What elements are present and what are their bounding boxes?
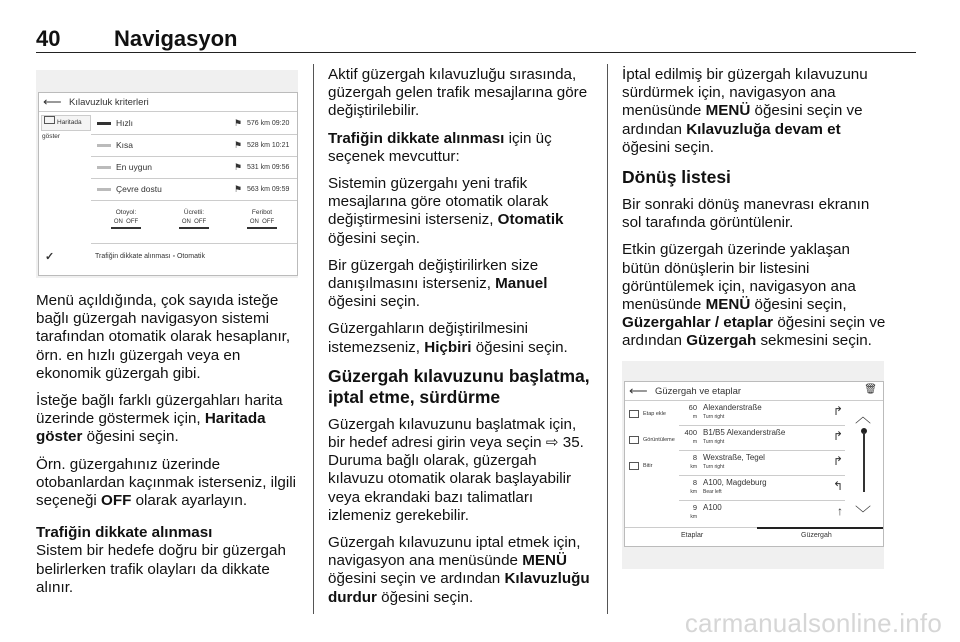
turn-list [679,401,845,525]
bold-term: MENÜ [522,552,567,570]
turn-row [679,426,845,451]
column-2 [328,66,593,616]
route-line-icon [97,188,111,191]
screen-title: Kılavuzluk kriterleri [69,97,149,108]
side-label: Etap ekle [643,411,666,417]
bold-term: OFF [101,492,132,510]
turn-distance: 8 [692,478,697,487]
text: . Duruma bağlı olarak, güzergah kılavuzu otomatik olarak başlayabilir veya ekrandaki bazı talimatları izlemeniz gerekebilir. [328,434,584,524]
paragraph [328,320,593,356]
turn-distance: 9 [692,503,697,512]
route-info: 563 km 09:59 [247,186,290,193]
section-heading: Güzergah kılavuzunu başlatma, iptal etme, sürdürme [328,365,590,407]
route-row [91,113,297,135]
text: Örn. güzergahınız üzerinde otobanlardan kaçınmak isterseniz, ilgili seçeneği [36,455,297,510]
bold-term: Haritada göster [36,410,266,446]
view-button [625,427,677,453]
map-icon [44,116,55,124]
paragraph: Menü açıldığında, çok sayıda isteğe bağlı güzergah navigasyon sistemi tarafından otomatik olarak hesaplanır, örn. en hızlı güzergah veya en ekonomik güzergah gibi. [36,292,291,382]
text: İptal edilmiş bir güzergah kılavuzunu sürdürmek için, navigasyon ana menüsünde [622,66,868,120]
option-name: Otoyol: [115,209,137,216]
watermark: carmanualsonline.info [684,608,942,638]
chapter-title: Navigasyon [114,26,238,51]
option-switch [229,219,295,225]
on-label: ON [113,219,123,225]
paragraph [622,66,887,157]
turn-distance: 8 [692,453,697,462]
tab-waypoints: Etaplar [681,532,704,539]
option-highway [93,201,159,229]
turn-unit: km [690,489,697,495]
tab-route: Güzergah [801,532,832,539]
turn-street: A100, Magdeburg [703,478,767,487]
paragraph [36,392,298,447]
waypoint-icon [629,410,639,418]
route-info: 531 km 09:56 [247,164,290,171]
turn-right-icon: ↱ [832,404,843,418]
turn-row [679,476,845,501]
screen-topbar [625,382,883,401]
page-header [36,26,916,53]
route-line-icon [97,122,111,125]
turn-right-icon: ↱ [832,454,843,468]
route-info: 576 km 09:20 [247,120,290,127]
text: için üç seçenek mevcuttur: [328,129,552,165]
paragraph: Sistem bir hedefe doğru bir güzergah belirlerken trafik olayları da dikkate alınır. [36,542,286,596]
route-row [91,135,297,157]
finish-icon [629,462,639,470]
text: öğesini seçin. [622,138,715,156]
text: öğesini seçin ve ardından [622,102,863,138]
off-label: OFF [126,219,139,225]
paragraph [328,130,593,166]
turn-street: Wexstraße, Tegel [703,453,765,462]
route-label: Çevre dostu [116,184,162,194]
text: öğesini seçin. [328,293,421,311]
bold-term: Hiçbiri [424,338,472,356]
bold-term: Manuel [495,275,548,293]
switch-bar [179,227,209,229]
add-waypoint-button [625,401,677,427]
switch-bar [247,227,277,229]
bold-term: Otomatik [497,211,564,229]
paragraph [328,257,593,312]
straight-arrow-icon: ↑ [837,504,843,518]
paragraph [328,175,593,248]
page-number: 40 [36,26,61,51]
route-row [91,157,297,179]
option-ferry [229,201,295,229]
paragraph [36,456,298,511]
on-label: ON [181,219,191,225]
turn-unit: km [690,514,697,520]
bold-term: Trafiğin dikkate alınması [328,129,505,147]
bold-term: MENÜ [705,296,751,314]
page-reference-link[interactable]: ⇨ 35 [545,434,580,452]
turn-instruction: Turn right [703,464,725,470]
screen-footer [39,245,297,269]
trash-icon: 🗑 [864,384,877,395]
text: olarak ayarlayın. [131,492,248,510]
turn-list-screen [624,381,884,547]
side-label: Görüntüleme [643,437,675,443]
paragraph [328,534,593,607]
option-name: Feribot [251,209,273,216]
text: öğesini seçin. [471,338,568,356]
show-on-map-button [41,115,91,140]
traffic-setting: Trafiğin dikkate alınması ▫ Otomatik [95,253,205,260]
text: sekmesini seçin. [756,332,872,350]
turn-right-icon: ↱ [832,429,843,443]
paragraph: Aktif güzergah kılavuzluğu sırasında, güzergah gelen trafik mesajlarına göre değiştirilebilir. [328,66,588,120]
turn-distance: 400 [684,428,697,437]
turn-unit: km [690,464,697,470]
text: öğesini seçin. [82,428,179,446]
route-row [91,179,297,201]
bold-term: Kılavuzluğu durdur [328,570,590,606]
turn-instruction: Turn right [703,414,725,420]
text: İsteğe bağlı farklı güzergahları harita üzerinde göstermek için, [36,392,283,428]
paragraph [622,241,887,350]
show-on-map-label: Haritada göster [42,119,82,140]
chevron-down-icon: ﹀ [855,506,872,523]
text: öğesini seçin. [376,588,474,606]
route-label: Kısa [116,140,134,150]
finish-button [625,453,677,479]
column-divider [607,64,608,614]
turn-street: B1/B5 Alexanderstraße [703,428,786,437]
screen-topbar [39,93,297,112]
turn-row [679,501,845,525]
option-switch [93,219,159,225]
flag-icon: ⚑ [234,140,243,150]
checkmark-icon: ✓ [45,251,55,263]
paragraph: Bir sonraki dönüş manevrası ekranın sol tarafında görüntülenir. [622,196,870,232]
section-heading: Dönüş listesi [622,167,731,188]
route-line-icon [97,166,111,169]
bold-term: Kılavuzluğa devam et [686,120,841,138]
column-divider [313,64,314,614]
text: öğesini seçin ve ardından [622,314,886,350]
bold-term: Güzergahlar / etaplar [622,314,774,332]
turn-instruction: Turn right [703,439,725,445]
active-tab-indicator [757,527,883,529]
route-criteria-screenshot [36,70,298,278]
text: Güzergah kılavuzunu başlatmak için, bir hedef adresi girin veya seçin [328,415,577,452]
turn-distance: 60 [688,403,697,412]
turn-list-sidebar [625,401,677,479]
text: Etkin güzergah üzerinde yaklaşan bütün dönüşlerin bir listesini görüntülemek için, navigasyon ana menüsünde [622,241,856,314]
route-list [91,113,297,201]
subheading: Trafiğin dikkate alınması [36,524,213,542]
chevron-up-icon: ︿ [855,409,872,426]
text: öğesini seçin, [750,296,847,314]
bold-term: MENÜ [705,102,751,120]
paragraph [328,416,593,525]
turn-street: A100 [703,503,722,512]
bear-left-icon: ↰ [832,479,843,493]
flag-icon: ⚑ [234,118,243,128]
turn-row [679,451,845,476]
turn-street: Alexanderstraße [703,403,762,412]
text: Güzergahların değiştirilmesini istemezseniz, [328,320,529,356]
route-label: En uygun [116,162,152,172]
scrollbar [847,404,881,522]
turn-list-screenshot [622,361,884,569]
back-arrow-icon: ⟵ [43,94,62,109]
off-label: OFF [194,219,207,225]
route-criteria-screen [38,92,298,276]
option-name: Ücretli: [183,209,205,216]
text: Sistemin güzergahı yeni trafik mesajlarına göre otomatik olarak değiştirmesini isterseniz, [328,175,549,229]
side-label: Bitir [643,463,653,469]
option-switch [161,219,227,225]
view-icon [629,436,639,444]
flag-icon: ⚑ [234,162,243,172]
option-toll [161,201,227,229]
route-info: 528 km 10:21 [247,142,290,149]
column-3 [622,66,887,360]
route-label: Hızlı [116,118,133,128]
off-label: OFF [262,219,275,225]
back-arrow-icon: ⟵ [629,383,648,398]
scroll-track [863,432,865,492]
route-options [91,201,297,244]
text: öğesini seçin. [328,229,421,247]
turn-unit: m [692,439,697,445]
text: Güzergah kılavuzunu iptal etmek için, navigasyon ana menüsünde [328,534,581,570]
turn-instruction: Bear left [703,489,722,495]
turn-row [679,401,845,426]
screen-title: Güzergah ve etaplar [655,386,742,397]
on-label: ON [249,219,259,225]
flag-icon: ⚑ [234,184,243,194]
screen-tabs [625,527,883,546]
text: Bir güzergah değiştirilirken size danışılmasını isterseniz, [328,256,539,293]
text: öğesini seçin ve ardından [328,570,505,588]
bold-term: Güzergah [686,332,757,350]
route-line-icon [97,144,111,147]
switch-bar [111,227,141,229]
turn-unit: m [692,414,697,420]
column-1 [36,292,298,606]
